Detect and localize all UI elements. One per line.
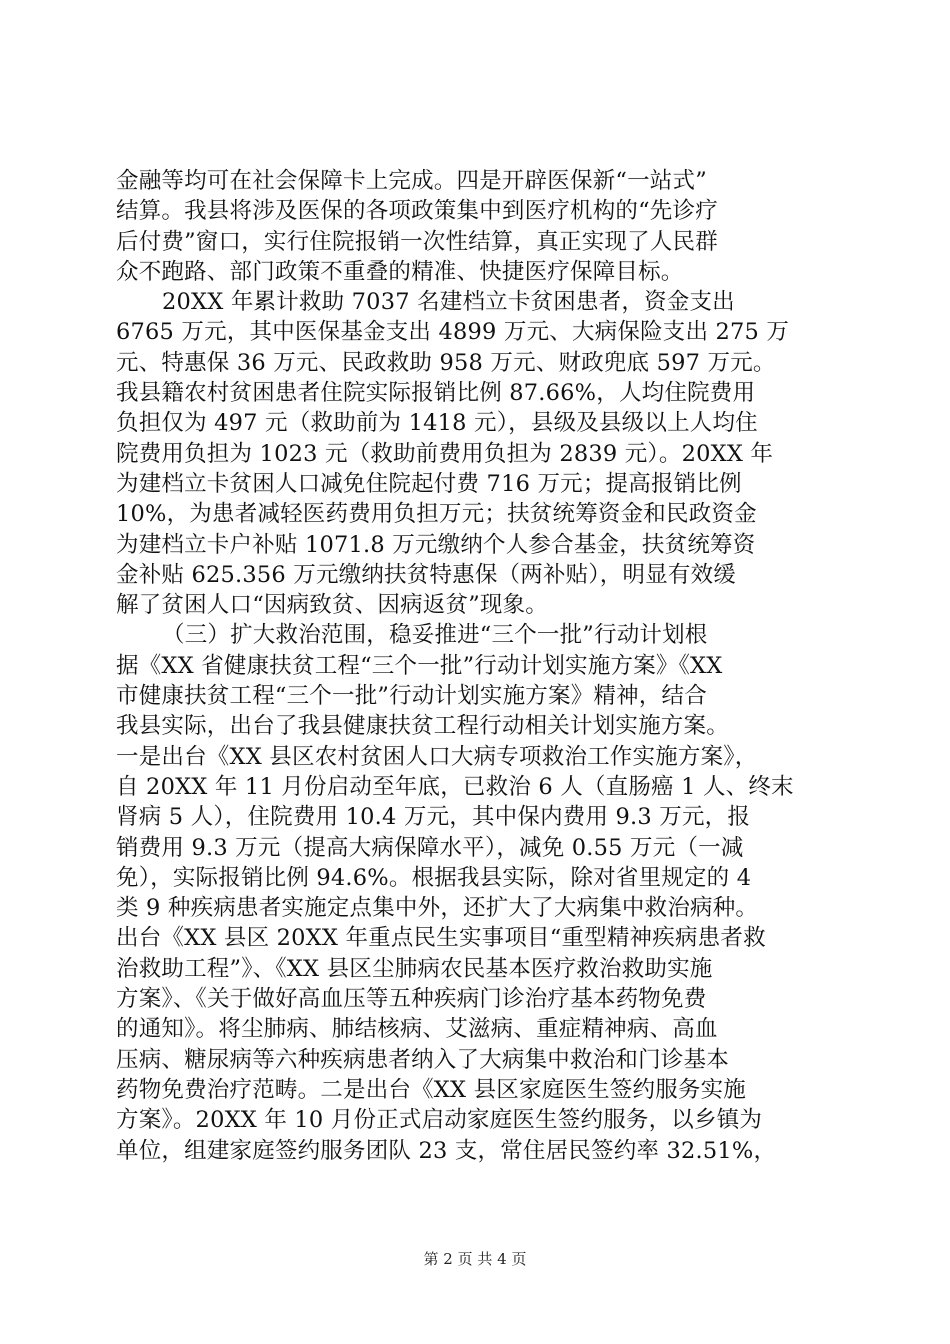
text-line: 6765 万元，其中医保基金支出 4899 万元、大病保险支出 275 万 xyxy=(116,319,790,346)
text-line: 解了贫困人口“因病致贫、因病返贫”现象。 xyxy=(116,592,549,619)
text-line: 据《XX 省健康扶贫工程“三个一批”行动计划实施方案》《XX xyxy=(116,652,723,679)
text-line: 负担仅为 497 元（救助前为 1418 元），县级及县级以上人均住 xyxy=(116,410,758,437)
text-line: 市健康扶贫工程“三个一批”行动计划实施方案》精神，结合 xyxy=(116,683,707,710)
text-line: 院费用负担为 1023 元（救助前费用负担为 2839 元）。20XX 年 xyxy=(116,440,774,467)
text-line: 出台《XX 县区 20XX 年重点民生实事项目“重型精神疾病患者救 xyxy=(116,925,766,952)
text-line: 销费用 9.3 万元（提高大病保障水平），减免 0.55 万元（一减 xyxy=(116,834,744,861)
text-line: 后付费”窗口，实行住院报销一次性结算，真正实现了人民群 xyxy=(116,228,718,255)
text-line: 20XX 年累计救助 7037 名建档立卡贫困患者，资金支出 xyxy=(162,289,735,316)
text-line: 金融等均可在社会保障卡上完成。四是开辟医保新“一站式” xyxy=(116,168,707,194)
text-line: （三）扩大救治范围，稳妥推进“三个一批”行动计划根 xyxy=(162,622,708,649)
text-line: 众不跑路、部门政策不重叠的精准、快捷医疗保障目标。 xyxy=(116,258,684,285)
text-line: 治救助工程”》、《XX 县区尘肺病农民基本医疗救治救助实施 xyxy=(116,955,713,982)
text-line: 金补贴 625.356 万元缴纳扶贫特惠保（两补贴），明显有效缓 xyxy=(116,561,736,588)
text-line: 药物免费治疗范畴。二是出台《XX 县区家庭医生签约服务实施 xyxy=(116,1076,746,1103)
page-footer: 第 2 页 共 4 页 xyxy=(423,1250,527,1268)
text-line: 为建档立卡贫困人口减免住院起付费 716 万元；提高报销比例 xyxy=(116,470,742,497)
text-line: 免），实际报销比例 94.6%。根据我县实际，除对省里规定的 4 xyxy=(116,864,752,891)
text-line: 一是出台《XX 县区农村贫困人口大病专项救治工作实施方案》， xyxy=(116,743,758,770)
text-line: 为建档立卡户补贴 1071.8 万元缴纳个人参合基金，扶贫统筹资 xyxy=(116,531,756,558)
text-line: 方案》、《关于做好高血压等五种疾病门诊治疗基本药物免费 xyxy=(116,986,707,1013)
text-line: 自 20XX 年 11 月份启动至年底，已救治 6 人（直肠癌 1 人、终末 xyxy=(116,773,794,800)
document-body xyxy=(116,166,836,1166)
text-line: 单位，组建家庭签约服务团队 23 支，常住居民签约率 32.51%， xyxy=(116,1137,777,1164)
text-line: 10%，为患者减轻医药费用负担万元；扶贫统筹资金和民政资金 xyxy=(116,501,757,528)
text-line: 肾病 5 人），住院费用 10.4 万元，其中保内费用 9.3 万元，报 xyxy=(116,804,751,831)
text-line: 结算。我县将涉及医保的各项政策集中到医疗机构的“先诊疗 xyxy=(116,198,718,225)
text-line: 我县籍农村贫困患者住院实际报销比例 87.66%，人均住院费用 xyxy=(116,380,756,407)
text-line: 压病、糖尿病等六种疾病患者纳入了大病集中救治和门诊基本 xyxy=(116,1046,729,1073)
text-line: 我县实际，出台了我县健康扶贫工程行动相关计划实施方案。 xyxy=(116,713,729,740)
text-line: 方案》。20XX 年 10 月份正式启动家庭医生签约服务，以乡镇为 xyxy=(116,1107,763,1134)
text-line: 元、特惠保 36 万元、民政救助 958 万元、财政兜底 597 万元。 xyxy=(116,349,776,376)
text-line: 的通知》。将尘肺病、肺结核病、艾滋病、重症精神病、高血 xyxy=(116,1016,718,1043)
text-line: 类 9 种疾病患者实施定点集中外，还扩大了大病集中救治病种。 xyxy=(116,895,759,922)
